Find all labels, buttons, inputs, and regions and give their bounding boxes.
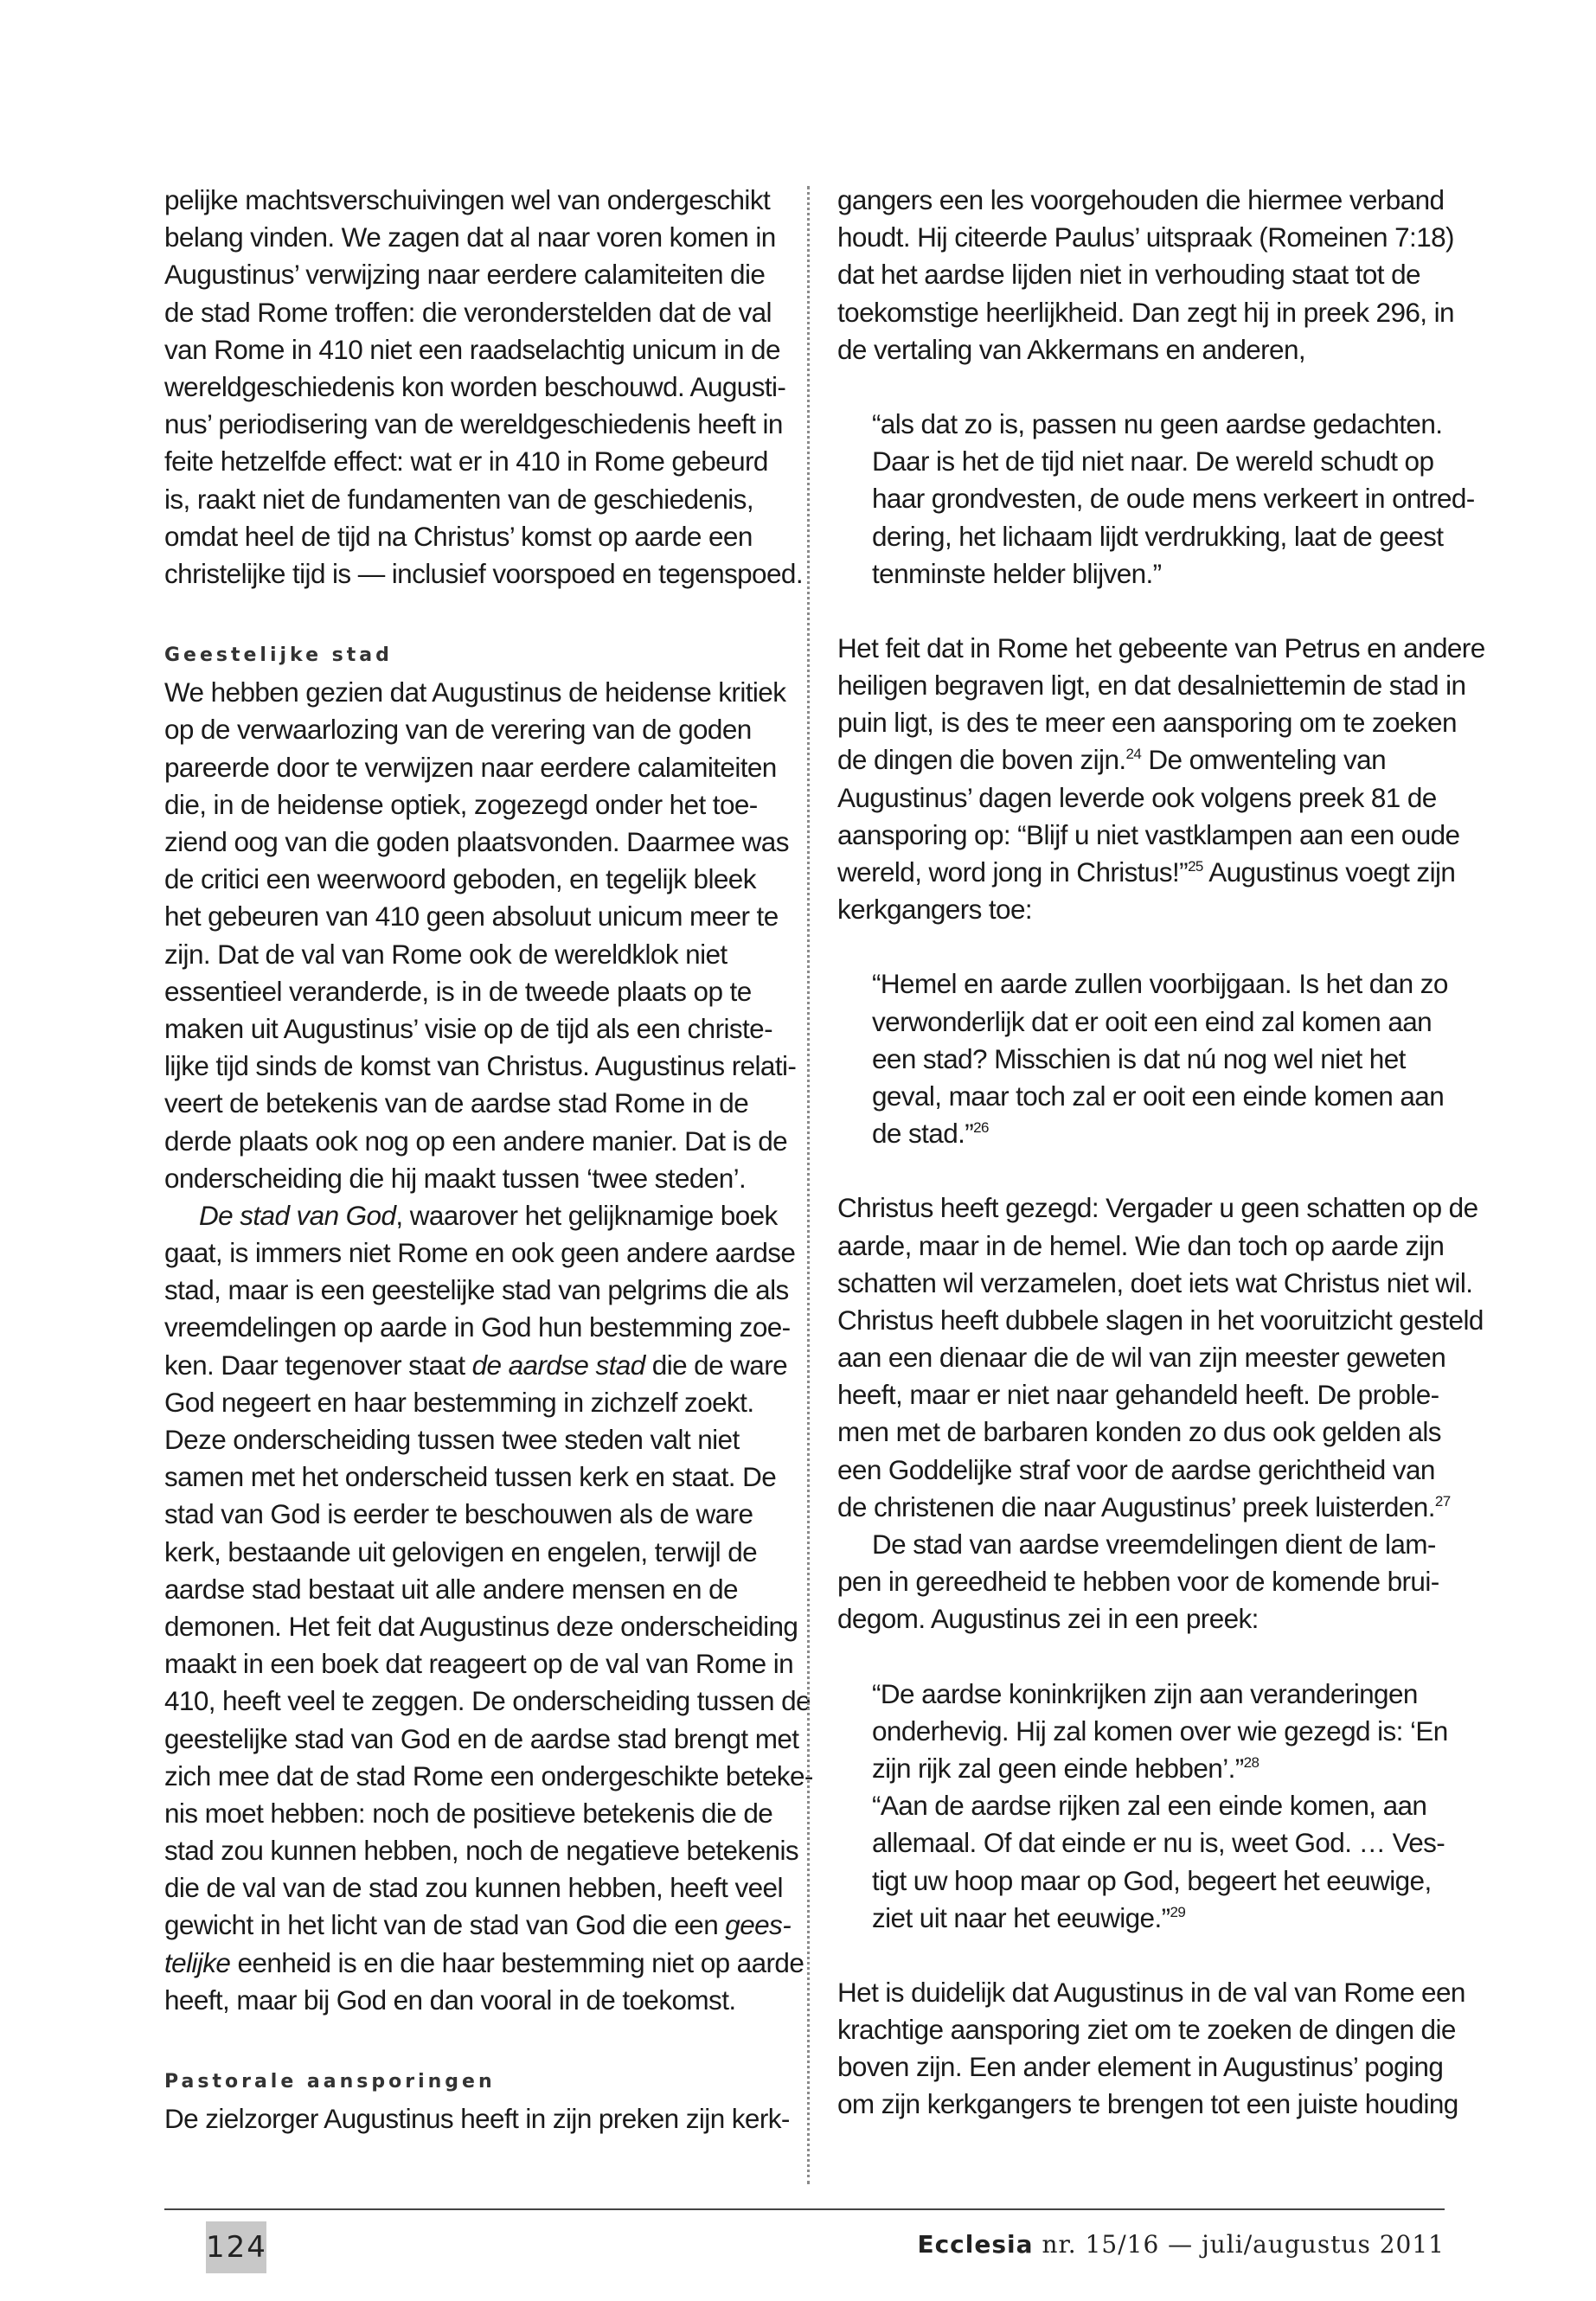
text-line xyxy=(164,786,779,824)
quote-line xyxy=(837,1824,1452,1862)
text-line xyxy=(837,630,1485,667)
text-run: allemaal. Of dat einde er nu is, weet God. … Ves- xyxy=(872,1827,1445,1859)
text-line xyxy=(164,1945,804,1982)
text-run: nis moet hebben: noch de positieve betekenis die de xyxy=(164,1797,773,1829)
text-line xyxy=(164,1982,779,2019)
text-line xyxy=(164,1309,791,1346)
quote-line xyxy=(837,1041,1452,1078)
text-run: stad zou kunnen hebben, noch de negatieve betekenis xyxy=(164,1835,798,1867)
text-run: onderhevig. Hij zal komen over wie gezegd is: ‘En xyxy=(872,1715,1448,1747)
text-run: toekomstige heerlijkheid. Dan zegt hij in preek 296, in xyxy=(837,296,1454,328)
quote-line xyxy=(837,965,1452,1003)
text-run: ziend oog van die goden plaatsvonden. Daarmee was xyxy=(164,826,789,857)
text-run: samen met het onderscheid tussen kerk en staat. De xyxy=(164,1461,777,1493)
block-quote xyxy=(837,406,1475,593)
text-line xyxy=(164,1085,779,1122)
text-line xyxy=(164,2100,790,2138)
text-line xyxy=(837,219,1452,256)
text-line xyxy=(837,1339,1452,1376)
text-run: heeft, maar bij God en dan vooral in de toekomst. xyxy=(164,1984,736,2016)
quote-line xyxy=(837,443,1452,480)
text-run: boven zijn. Een ander element in Augustinus’ poging xyxy=(837,2051,1444,2083)
footnote-marker: 29 xyxy=(1170,1903,1186,1920)
text-run: heeft, maar er niet naar gehandeld heeft. De proble- xyxy=(837,1379,1439,1411)
text-run: de christenen die naar Augustinus’ preek luisterden. xyxy=(837,1490,1435,1522)
text-line xyxy=(837,1265,1473,1302)
text-run: lijke tijd sinds de komst van Christus. Augustinus relati- xyxy=(164,1050,797,1082)
text-run: zijn rijk zal geen einde hebben’.” xyxy=(872,1752,1244,1784)
quote-line xyxy=(837,1750,1452,1787)
text-line xyxy=(837,741,1452,779)
text-run: vreemdelingen op aarde in God hun bestemming zoe- xyxy=(164,1311,791,1343)
text-run: Daar is het de tijd niet naar. De wereld schudt op xyxy=(872,445,1434,478)
text-run: ziet uit naar het eeuwige.” xyxy=(872,1901,1170,1933)
text-run: de critici een weerwoord geboden, en tegelijk bleek xyxy=(164,863,756,895)
text-run: kerk, bestaande uit gelovigen en engelen, terwijl de xyxy=(164,1535,758,1567)
text-run: men met de barbaren konden zo dus ook gelden als xyxy=(837,1416,1441,1448)
journal-name: Ecclesia xyxy=(917,2230,1034,2259)
text-run: heiligen begraven ligt, en dat desalniettemin de stad in xyxy=(837,670,1466,702)
text-run: veert de betekenis van de aardse stad Rome in de xyxy=(164,1087,749,1119)
text-run: de vertaling van Akkermans en anderen, xyxy=(837,333,1306,365)
text-line xyxy=(164,1795,779,1832)
paragraph-gap xyxy=(837,1937,1452,1974)
text-line xyxy=(164,481,779,518)
text-run: 410, heeft veel te zeggen. De onderscheiding tussen de xyxy=(164,1685,811,1717)
text-run: dering, het lichaam lijdt verdrukking, laat de geest xyxy=(872,520,1444,552)
text-line xyxy=(164,1496,779,1533)
text-run: belang vinden. We zagen dat al naar voren komen in xyxy=(164,221,776,253)
quote-line xyxy=(837,1900,1452,1937)
quote-line xyxy=(837,518,1452,555)
text-run: “als dat zo is, passen nu geen aardse gedachten. xyxy=(872,407,1443,439)
text-line xyxy=(164,182,779,219)
text-line xyxy=(837,1974,1465,2011)
text-run: “Hemel en aarde zullen voorbijgaan. Is het dan zo xyxy=(872,968,1448,1000)
text-run: omdat heel de tijd na Christus’ komst op aarde een xyxy=(164,520,753,552)
quote-line xyxy=(837,480,1475,517)
text-line xyxy=(164,1197,779,1234)
text-line xyxy=(164,294,779,331)
text-line xyxy=(164,674,786,711)
quote-line xyxy=(837,1862,1452,1900)
text-run: verwonderlijk dat er ooit een eind zal komen aan xyxy=(872,1005,1433,1037)
text-line xyxy=(164,861,779,898)
text-run: aardse stad bestaat uit alle andere mensen en de xyxy=(164,1573,738,1605)
text-run: tenminste helder blijven.” xyxy=(872,557,1162,589)
text-run: om zijn kerkgangers te brengen tot een juiste houding xyxy=(837,2088,1458,2120)
text-run: stad, maar is een geestelijke stad van pelgrims die als xyxy=(164,1274,789,1306)
text-run: nus’ periodisering van de wereldgeschiedenis heeft in xyxy=(164,408,783,440)
text-run: Het feit dat in Rome het gebeente van Petrus en andere xyxy=(837,631,1485,663)
block-quote xyxy=(837,965,1452,1152)
italic-text: gees- xyxy=(725,1909,792,1941)
text-line xyxy=(164,518,779,555)
text-line xyxy=(837,294,1452,331)
left-column xyxy=(164,182,813,2138)
text-run: Augustinus’ dagen leverde ook volgens preek 81 de xyxy=(837,781,1437,813)
italic-text: De stad van God xyxy=(199,1199,396,1231)
text-line xyxy=(164,936,779,973)
text-line xyxy=(164,898,779,935)
text-line xyxy=(837,1600,1452,1638)
text-run: aansporing op: “Blijf u niet vastklampen aan een oude xyxy=(837,818,1460,850)
text-run: dat het aardse lijden niet in verhouding staat tot de xyxy=(837,259,1420,291)
text-line xyxy=(837,256,1452,293)
text-line xyxy=(164,1832,798,1869)
text-run: een Goddelijke straf voor de aardse gerichtheid van xyxy=(837,1453,1435,1485)
text-run: aan een dienaar die de wil van zijn meester geweten xyxy=(837,1342,1446,1374)
column-divider xyxy=(807,186,810,2184)
text-run: pen in gereedheid te hebben voor de komende brui- xyxy=(837,1566,1439,1598)
text-run: maakt in een boek dat reageert op de val van Rome in xyxy=(164,1648,794,1680)
block-quote xyxy=(837,1676,1452,1937)
text-line xyxy=(837,1563,1452,1600)
text-line xyxy=(837,704,1457,741)
text-run: tigt uw hoop maar op God, begeert het eeuwige, xyxy=(872,1864,1432,1896)
text-run: gaat, is immers niet Rome en ook geen andere aardse xyxy=(164,1237,796,1269)
page-number: 124 xyxy=(206,2221,266,2273)
text-line xyxy=(164,1907,792,1944)
quote-line xyxy=(837,1115,1452,1152)
quote-line xyxy=(837,1713,1452,1750)
quote-line xyxy=(837,1003,1452,1041)
text-line xyxy=(164,256,779,293)
text-line xyxy=(837,1526,1452,1563)
footer-rule xyxy=(164,2208,1445,2210)
text-line xyxy=(164,406,783,443)
text-run: schatten wil verzamelen, doet iets wat Christus niet wil. xyxy=(837,1266,1473,1298)
text-run: zich mee dat de stad Rome een ondergeschikte beteke- xyxy=(164,1759,813,1791)
text-line xyxy=(837,854,1456,891)
text-run: Het is duidelijk dat Augustinus in de val van Rome een xyxy=(837,1976,1465,2008)
text-line xyxy=(164,1721,799,1758)
text-run: onderscheiding die hij maakt tussen ‘twee steden’. xyxy=(164,1162,747,1194)
text-line xyxy=(164,1758,813,1795)
right-column xyxy=(837,182,1485,2124)
text-run: van Rome in 410 niet een raadselachtig unicum in de xyxy=(164,333,780,365)
text-run: gangers een les voorgehouden die hiermee verband xyxy=(837,184,1445,215)
text-run: wereld, word jong in Christus!” xyxy=(837,856,1189,888)
text-run: gewicht in het licht van de stad van God die een xyxy=(164,1909,726,1941)
text-run: Christus heeft gezegd: Vergader u geen schatten op de xyxy=(837,1192,1478,1224)
text-run: het gebeuren van 410 geen absoluut unicum meer te xyxy=(164,901,779,933)
text-line xyxy=(164,1571,779,1608)
text-run: Augustinus voegt zijn xyxy=(1202,856,1456,888)
text-run: de dingen die boven zijn. xyxy=(837,744,1126,776)
text-run: De stad van aardse vreemdelingen dient de lam- xyxy=(872,1529,1436,1560)
text-line xyxy=(164,1048,797,1085)
text-line xyxy=(164,1123,788,1160)
text-line xyxy=(164,555,803,593)
text-line xyxy=(837,1376,1452,1413)
text-run: die de ware xyxy=(644,1349,788,1381)
text-line xyxy=(837,2048,1452,2086)
footnote-marker: 26 xyxy=(973,1119,989,1137)
text-line xyxy=(164,824,789,861)
text-line xyxy=(164,1160,779,1197)
text-line xyxy=(837,2011,1456,2048)
text-run: christelijke tijd is — inclusief voorspoed en tegenspoed. xyxy=(164,557,803,589)
paragraph-gap xyxy=(164,593,779,630)
text-run: Deze onderscheiding tussen twee steden valt niet xyxy=(164,1424,740,1455)
text-line xyxy=(837,891,1452,928)
text-line xyxy=(164,1234,796,1272)
text-run: eenheid is en die haar bestemming niet op aarde xyxy=(230,1946,804,1978)
text-line xyxy=(164,1608,798,1645)
text-run: “De aardse koninkrijken zijn aan veranderingen xyxy=(872,1677,1418,1709)
journal-issue: nr. 15/16 — juli/augustus 2011 xyxy=(1042,2230,1445,2259)
text-run: Augustinus’ verwijzing naar eerdere calamiteiten die xyxy=(164,259,766,291)
text-run: Christus heeft dubbele slagen in het vooruitzicht gesteld xyxy=(837,1304,1484,1336)
paragraph-gap xyxy=(837,928,1452,965)
paragraph-gap xyxy=(837,369,1452,406)
paragraph-gap xyxy=(164,2019,779,2056)
text-line xyxy=(164,1645,794,1682)
text-line xyxy=(837,1227,1452,1265)
text-run: maken uit Augustinus’ visie op de tijd als een christe- xyxy=(164,1012,772,1044)
text-run: De omwenteling van xyxy=(1141,744,1386,776)
text-run: de stad Rome troffen: die veronderstelden dat de val xyxy=(164,296,772,328)
quote-line xyxy=(837,1787,1452,1824)
text-line xyxy=(164,369,786,406)
text-run: een stad? Misschien is dat nú nog wel niet het xyxy=(872,1042,1406,1074)
text-run: derde plaats ook nog op een andere manier. Dat is de xyxy=(164,1125,788,1157)
text-run: zijn. Dat de val van Rome ook de wereldklok niet xyxy=(164,938,727,970)
text-line xyxy=(164,1384,779,1421)
text-line xyxy=(164,973,779,1010)
text-run: de stad.” xyxy=(872,1118,974,1150)
text-line xyxy=(164,749,779,786)
quote-line xyxy=(837,406,1452,443)
text-run: krachtige aansporing ziet om te zoeken de dingen die xyxy=(837,2014,1456,2046)
text-run: De zielzorger Augustinus heeft in zijn preken zijn kerk- xyxy=(164,2103,790,2135)
text-line xyxy=(837,2086,1458,2123)
italic-text: de aardse stad xyxy=(471,1349,645,1381)
text-line xyxy=(164,331,779,369)
text-line xyxy=(837,817,1460,854)
text-run: aarde, maar in de hemel. Wie dan toch op aarde zijn xyxy=(837,1229,1445,1261)
text-run: pareerde door te verwijzen naar eerdere calamiteiten xyxy=(164,751,777,783)
text-run: We hebben gezien dat Augustinus de heidense kritiek xyxy=(164,676,786,708)
text-run: God negeert en haar bestemming in zichzelf zoekt. xyxy=(164,1386,754,1418)
footnote-marker: 28 xyxy=(1243,1753,1259,1771)
text-run: kerkgangers toe: xyxy=(837,894,1033,926)
text-line xyxy=(164,1421,779,1458)
text-run: puin ligt, is des te meer een aansporing om te zoeken xyxy=(837,707,1457,739)
text-run: degom. Augustinus zei in een preek: xyxy=(837,1603,1259,1635)
quote-line xyxy=(837,1676,1452,1713)
text-run: essentieel veranderde, is in de tweede plaats op te xyxy=(164,975,752,1007)
journal-info xyxy=(917,2230,1445,2259)
text-line xyxy=(837,331,1452,369)
section-heading: Geestelijke stad xyxy=(164,644,393,667)
footnote-marker: 25 xyxy=(1188,858,1203,875)
text-line xyxy=(837,1413,1452,1451)
text-line xyxy=(164,1682,811,1720)
text-line xyxy=(164,219,779,256)
paragraph-gap xyxy=(837,593,1452,630)
text-line xyxy=(164,1869,783,1907)
text-line xyxy=(164,1534,779,1571)
text-run: geestelijke stad van God en de aardse stad brengt met xyxy=(164,1722,799,1754)
text-run: op de verwaarlozing van de verering van de goden xyxy=(164,714,752,746)
footnote-marker: 24 xyxy=(1125,746,1142,763)
paragraph-gap xyxy=(837,1152,1452,1189)
text-line xyxy=(164,1272,789,1309)
text-line xyxy=(837,1452,1452,1489)
text-run: ken. Daar tegenover staat xyxy=(164,1349,472,1381)
text-line xyxy=(164,1010,779,1048)
italic-text: telijke xyxy=(164,1946,231,1978)
text-run: die de val van de stad zou kunnen hebben, heeft veel xyxy=(164,1872,783,1904)
text-run: “Aan de aardse rijken zal een einde komen, aan xyxy=(872,1790,1427,1822)
paragraph-gap xyxy=(837,1638,1452,1676)
text-line xyxy=(837,1489,1452,1526)
text-line xyxy=(164,443,779,480)
section-heading: Pastorale aansporingen xyxy=(164,2071,496,2093)
text-run: is, raakt niet de fundamenten van de geschiedenis, xyxy=(164,483,753,515)
text-line xyxy=(837,667,1466,704)
text-run: pelijke machtsverschuivingen wel van ondergeschikt xyxy=(164,184,771,215)
text-run: demonen. Het feit dat Augustinus deze onderscheiding xyxy=(164,1610,798,1642)
text-run: feite hetzelfde effect: wat er in 410 in Rome gebeurd xyxy=(164,445,768,478)
text-run: wereldgeschiedenis kon worden beschouwd. Augusti- xyxy=(164,370,786,402)
text-line xyxy=(164,1347,788,1384)
text-line xyxy=(837,779,1452,817)
text-line xyxy=(837,1302,1484,1339)
text-run: houdt. Hij citeerde Paulus’ uitspraak (Romeinen 7:18) xyxy=(837,221,1454,253)
text-run: haar grondvesten, de oude mens verkeert in ontred- xyxy=(872,483,1475,515)
text-run: , waarover het gelijknamige boek xyxy=(395,1199,778,1231)
text-line xyxy=(837,182,1452,219)
text-run: die, in de heidense optiek, zogezegd onder het toe- xyxy=(164,788,758,820)
quote-line xyxy=(837,1078,1452,1115)
text-run: stad van God is eerder te beschouwen als de ware xyxy=(164,1498,753,1530)
quote-line xyxy=(837,555,1452,593)
text-line xyxy=(164,711,779,748)
text-line xyxy=(164,1458,779,1496)
text-line xyxy=(837,1189,1478,1227)
text-run: geval, maar toch zal er ooit een einde komen aan xyxy=(872,1080,1445,1112)
footnote-marker: 27 xyxy=(1434,1492,1451,1509)
